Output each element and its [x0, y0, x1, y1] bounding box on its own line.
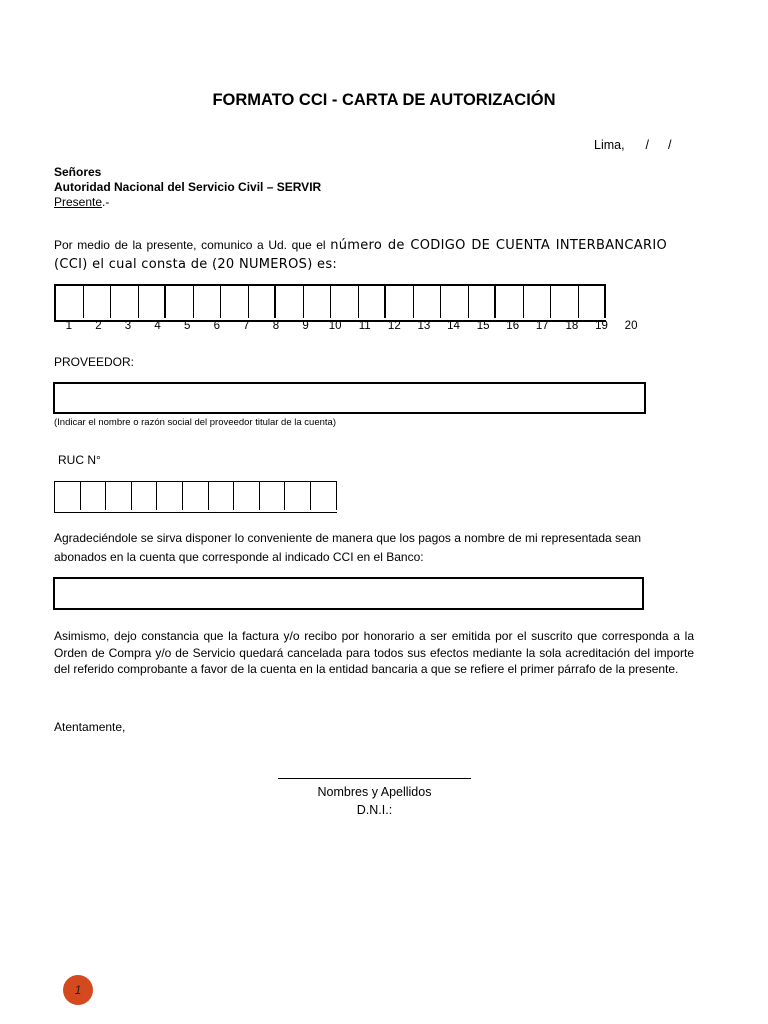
ruc-digit-box[interactable] — [209, 482, 235, 510]
cci-digit-number: 2 — [95, 320, 102, 332]
proveedor-hint: (Indicar el nombre o razón social del proveedor titular de la cuenta) — [54, 417, 336, 428]
cci-digit-box[interactable] — [579, 286, 607, 318]
ruc-digit-box[interactable] — [260, 482, 286, 510]
cci-digit-number: 8 — [272, 320, 280, 332]
asimismo-paragraph: Asimismo, dejo constancia que la factura y/o recibo por honorario a ser emitida por el suscrito que corresponda a la Orden de Compra y/o de Servicio quedará cancelada para todos sus efectos mediante la sola acreditación del importe del referido comprobante a favor de la cuenta en la entidad bancaria a que se refiere el primer párrafo de la presente. — [54, 629, 694, 676]
intro-paragraph — [54, 236, 667, 274]
addressee-line1: Señores — [54, 165, 102, 179]
cci-digit-box[interactable] — [441, 286, 469, 318]
cci-digit-box[interactable] — [84, 286, 112, 318]
presente-line — [54, 195, 321, 210]
cci-digit-number: 4 — [154, 320, 161, 332]
closing-text: Atentamente, — [54, 720, 126, 734]
cci-digit-box[interactable] — [551, 286, 579, 318]
ruc-digit-box[interactable] — [183, 482, 209, 510]
addressee-line2: Autoridad Nacional del Servicio Civil – SERVIR — [54, 180, 322, 194]
date-city: Lima, — [594, 138, 625, 152]
cci-digit-number: 6 — [213, 320, 220, 332]
date-line — [594, 138, 671, 152]
signature-line — [278, 768, 471, 779]
cci-digit-box[interactable] — [166, 286, 194, 318]
cci-digit-box[interactable] — [304, 286, 332, 318]
page-number-badge: 1 — [63, 975, 93, 1005]
bank-field[interactable] — [53, 577, 644, 610]
cci-digit-number: 1 — [65, 320, 72, 332]
cci-digit-box[interactable] — [414, 286, 442, 318]
cci-digit-number: 20 — [624, 320, 638, 332]
cci-digit-box[interactable] — [359, 286, 387, 318]
cci-digit-box[interactable] — [386, 286, 414, 318]
cci-digit-box[interactable] — [496, 286, 524, 318]
ruc-digit-box[interactable] — [234, 482, 260, 510]
ruc-digit-box[interactable] — [132, 482, 158, 510]
intro-part2: número de CODIGO DE CUENTA INTERBANCARIO (CCI) el cual consta de (20 NUMEROS) es: — [54, 238, 667, 272]
cci-digit-box[interactable] — [524, 286, 552, 318]
ruc-label: RUC N° — [58, 453, 101, 467]
addressee-block — [54, 165, 321, 210]
ruc-digit-box[interactable] — [157, 482, 183, 510]
presente-text: Presente — [54, 195, 103, 209]
document-title: FORMATO CCI - CARTA DE AUTORIZACIÓN — [212, 91, 556, 109]
proveedor-label: PROVEEDOR: — [54, 355, 135, 369]
cci-digit-number: 15 — [476, 320, 490, 332]
presente-suffix: .- — [102, 195, 110, 209]
date-separator: / — [645, 138, 650, 152]
cci-digit-box[interactable] — [194, 286, 222, 318]
cci-digit-box[interactable] — [276, 286, 304, 318]
ruc-digit-box[interactable] — [106, 482, 132, 510]
cci-digit-box[interactable] — [111, 286, 139, 318]
cci-digit-box[interactable] — [331, 286, 359, 318]
cci-digit-numbers — [54, 320, 646, 332]
cci-digit-box[interactable] — [469, 286, 497, 318]
cci-digit-box[interactable] — [139, 286, 167, 318]
ruc-digit-box[interactable] — [311, 482, 337, 510]
cci-digit-boxes[interactable] — [54, 284, 606, 322]
intro-part1: Por medio de la presente, comunico a Ud. que el — [54, 238, 331, 252]
ruc-digit-boxes[interactable] — [54, 481, 337, 513]
signature-name-label: Nombres y Apellidos — [317, 785, 432, 799]
cci-digit-number: 5 — [183, 320, 191, 332]
cci-digit-box[interactable] — [56, 286, 84, 318]
agradecimiento-paragraph: Agradeciéndole se sirva disponer lo conveniente de manera que los pagos a nombre de mi representada sean abonados en la cuenta que corresponde al indicado CCI en el Banco: — [54, 531, 642, 564]
cci-digit-number: 11 — [358, 320, 371, 332]
cci-digit-number: 7 — [243, 320, 250, 332]
cci-digit-number: 14 — [447, 320, 460, 332]
ruc-digit-box[interactable] — [55, 482, 81, 510]
cci-digit-number: 18 — [565, 320, 579, 332]
cci-digit-number: 16 — [506, 320, 520, 332]
date-separator: / — [668, 138, 672, 152]
cci-digit-box[interactable] — [249, 286, 277, 318]
cci-digit-number: 10 — [328, 320, 342, 332]
proveedor-field[interactable] — [53, 382, 646, 414]
cci-digit-box[interactable] — [221, 286, 249, 318]
cci-digit-number: 13 — [417, 320, 431, 332]
signature-dni-label: D.N.I.: — [356, 803, 393, 817]
ruc-digit-box[interactable] — [285, 482, 311, 510]
ruc-digit-box[interactable] — [81, 482, 107, 510]
cci-digit-number: 19 — [595, 320, 608, 332]
cci-digit-number: 9 — [302, 320, 309, 332]
cci-digit-number: 17 — [535, 320, 549, 332]
cci-digit-number: 12 — [387, 320, 401, 332]
cci-digit-number: 3 — [124, 320, 132, 332]
